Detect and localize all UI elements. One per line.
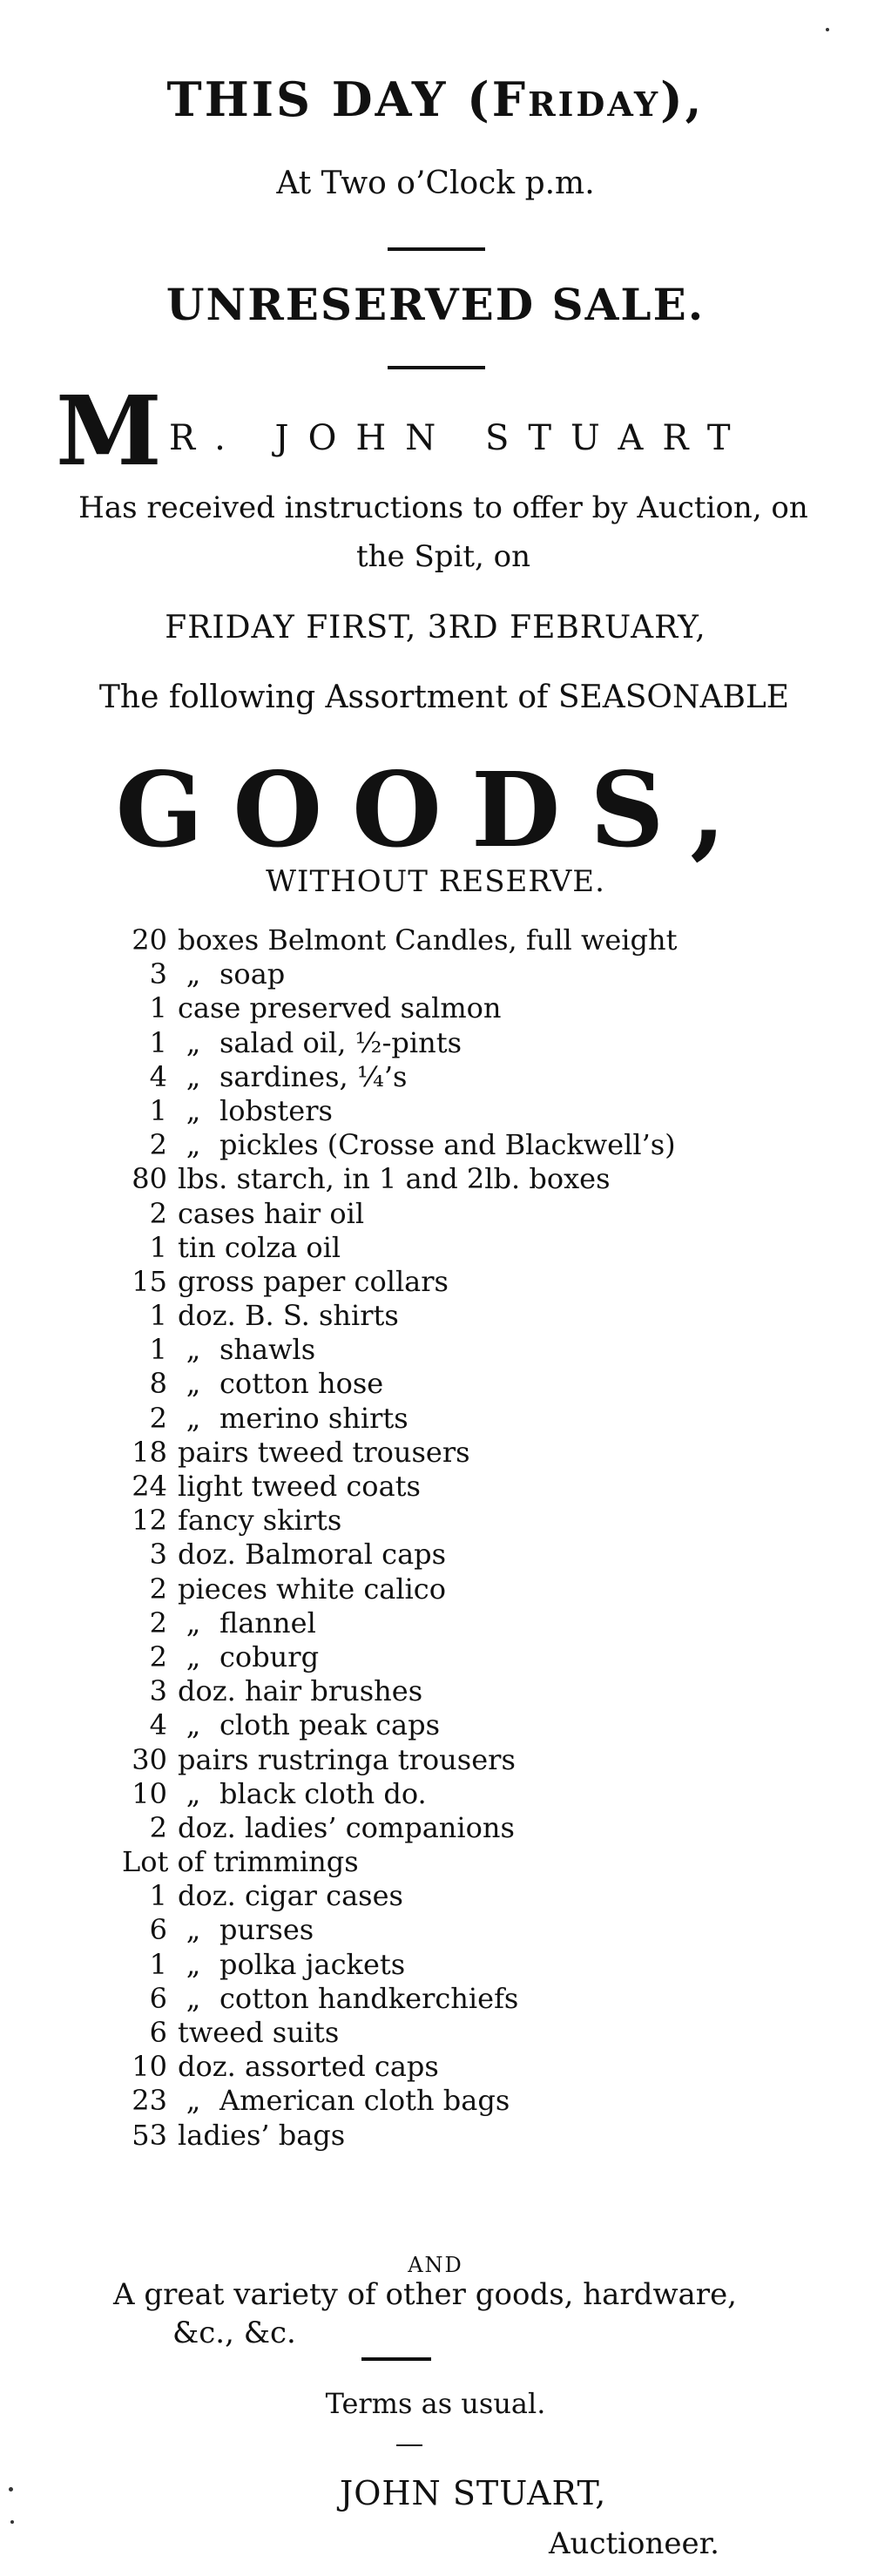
ditto-mark: „: [186, 1333, 201, 1367]
item-description: pickles (Crosse and Blackwell’s): [219, 1128, 676, 1162]
item-quantity: 15: [132, 1264, 167, 1298]
item-description: lbs. starch, in 1 and 2lb. boxes: [178, 1162, 611, 1196]
item-description: merino shirts: [219, 1401, 408, 1435]
item-quantity: 1: [149, 1333, 167, 1367]
list-item: [122, 1845, 826, 1879]
ditto-mark: „: [186, 1128, 201, 1162]
list-item: [111, 1299, 826, 1333]
item-description: shawls: [219, 1333, 316, 1367]
ditto-mark: „: [186, 1776, 201, 1810]
item-description: pairs rustringa trousers: [178, 1742, 516, 1776]
item-description: tin colza oil: [178, 1230, 341, 1264]
item-quantity: 2: [149, 1810, 167, 1844]
print-speck: [826, 28, 829, 31]
item-quantity: 2: [149, 1401, 167, 1435]
item-description: doz. assorted caps: [178, 2050, 439, 2084]
item-description: tweed suits: [178, 2016, 340, 2049]
item-description: doz. B. S. shirts: [178, 1299, 399, 1333]
list-item: [111, 991, 826, 1025]
item-description: flannel: [219, 1606, 316, 1640]
headline-close: ),: [660, 71, 705, 127]
item-description: doz. hair brushes: [178, 1674, 423, 1708]
item-description: light tweed coats: [178, 1470, 421, 1503]
assortment-line: The following Assortment of SEASONABLE: [98, 679, 790, 715]
list-item: [111, 1879, 826, 1913]
divider-rule-2: [388, 366, 485, 369]
divider-rule-3: [361, 2357, 431, 2361]
item-quantity: 6: [149, 2016, 167, 2049]
signature-role: Auctioneer.: [549, 2526, 719, 2561]
list-item: [111, 1708, 826, 1742]
list-item: [111, 2016, 826, 2050]
item-quantity: 4: [149, 1059, 167, 1093]
list-item: [111, 1982, 826, 2016]
list-item: [111, 1470, 826, 1504]
divider-rule-1: [388, 247, 485, 251]
drop-cap-initial: M: [56, 375, 162, 487]
item-quantity: 8: [149, 1367, 167, 1401]
list-item: [111, 1948, 826, 1982]
item-description: doz. ladies’ companions: [178, 1810, 515, 1844]
list-item: [111, 1026, 826, 1060]
item-quantity: 4: [149, 1708, 167, 1742]
item-description: polka jackets: [219, 1947, 406, 1981]
item-description: gross paper collars: [178, 1264, 449, 1298]
item-description: pieces white calico: [178, 1572, 446, 1606]
item-quantity: 24: [132, 1470, 167, 1503]
item-quantity: 2: [149, 1606, 167, 1640]
item-description: boxes Belmont Candles, full weight: [178, 923, 678, 957]
list-item: [111, 1777, 826, 1811]
sale-date: FRIDAY FIRST, 3RD FEBRUARY,: [165, 610, 706, 646]
item-description: lobsters: [219, 1093, 333, 1127]
list-item: [111, 1197, 826, 1231]
item-quantity: 10: [132, 1776, 167, 1810]
list-item: [111, 1436, 826, 1470]
list-item: [111, 2050, 826, 2084]
sale-time: At Two o’Clock p.m.: [276, 166, 595, 201]
item-quantity: 1: [149, 1299, 167, 1333]
item-quantity: 2: [149, 1196, 167, 1230]
list-item: [111, 1674, 826, 1708]
list-item: [111, 1811, 826, 1845]
instructions-text: Has received instructions to offer by Auction, on the Spit, on: [78, 490, 808, 574]
item-description: soap: [219, 957, 286, 991]
divider-rule-4: [396, 2444, 422, 2446]
item-description: case preserved salmon: [178, 991, 502, 1025]
ditto-mark: „: [186, 1025, 201, 1059]
print-speck: [10, 2520, 14, 2524]
list-item: [111, 957, 826, 991]
item-quantity: 80: [132, 1162, 167, 1196]
list-item: [111, 1162, 826, 1196]
goods-title: GOODS,: [115, 749, 756, 870]
item-quantity: 6: [149, 1981, 167, 2015]
item-description: doz. cigar cases: [178, 1879, 403, 1913]
list-item: [111, 1913, 826, 1947]
headline-this-day-text: THIS DAY (: [166, 71, 492, 127]
item-quantity: 3: [149, 957, 167, 991]
print-speck: [9, 2487, 13, 2491]
item-description: American cloth bags: [219, 2084, 510, 2118]
item-quantity: 1: [149, 1093, 167, 1127]
list-item: [111, 2119, 826, 2153]
item-quantity: 30: [132, 1742, 167, 1776]
list-item: [111, 1743, 826, 1777]
item-quantity: 10: [132, 2050, 167, 2084]
item-description: salad oil, ½-pints: [219, 1025, 462, 1059]
ditto-mark: „: [186, 1367, 201, 1401]
item-quantity: 18: [132, 1435, 167, 1469]
item-description: Lot of trimmings: [122, 1845, 359, 1879]
item-quantity: 2: [149, 1128, 167, 1162]
headline-friday: Friday: [491, 71, 661, 127]
list-item: [111, 1640, 826, 1674]
ditto-mark: „: [186, 2084, 201, 2118]
item-quantity: 6: [149, 1913, 167, 1947]
item-quantity: 3: [149, 1674, 167, 1708]
unreserved-sale-title: UNRESERVED SALE.: [165, 279, 706, 330]
item-description: fancy skirts: [178, 1504, 342, 1538]
item-description: sardines, ¼’s: [219, 1059, 408, 1093]
ditto-mark: „: [186, 1059, 201, 1093]
ditto-mark: „: [186, 1913, 201, 1947]
variety-line-1: A great variety of other goods, hardware,: [113, 2277, 737, 2312]
ditto-mark: „: [186, 1093, 201, 1127]
goods-list: [111, 923, 826, 2153]
item-description: black cloth do.: [219, 1776, 427, 1810]
item-quantity: 1: [149, 1230, 167, 1264]
item-description: cotton handkerchiefs: [219, 1981, 519, 2015]
item-quantity: 53: [132, 2118, 167, 2152]
ditto-mark: „: [186, 1981, 201, 2015]
ditto-mark: „: [186, 1401, 201, 1435]
item-quantity: 1: [149, 991, 167, 1025]
list-item: [111, 1367, 826, 1401]
list-item: [111, 1538, 826, 1572]
item-quantity: 1: [149, 1947, 167, 1981]
list-item: [111, 1094, 826, 1128]
item-description: doz. Balmoral caps: [178, 1538, 447, 1572]
list-item: [111, 1606, 826, 1640]
auctioneer-name-line: [56, 375, 840, 487]
list-item: [111, 1504, 826, 1538]
headline-this-day: [0, 71, 871, 127]
item-quantity: 2: [149, 1572, 167, 1606]
list-item: [111, 1333, 826, 1367]
item-quantity: 20: [132, 923, 167, 957]
item-quantity: 3: [149, 1538, 167, 1572]
list-item: [111, 1231, 826, 1265]
item-quantity: 1: [149, 1025, 167, 1059]
list-item: [111, 1265, 826, 1299]
list-item: [111, 1402, 826, 1436]
item-description: cases hair oil: [178, 1196, 365, 1230]
ditto-mark: „: [186, 1606, 201, 1640]
auctioneer-name-rest: R. JOHN STUART: [169, 418, 750, 458]
list-item: [111, 1128, 826, 1162]
item-description: cotton hose: [219, 1367, 384, 1401]
item-quantity: 1: [149, 1879, 167, 1913]
item-quantity: 2: [149, 1640, 167, 1673]
and-connector: AND: [408, 2253, 463, 2277]
item-description: pairs tweed trousers: [178, 1435, 470, 1469]
variety-note: [113, 2275, 810, 2352]
ditto-mark: „: [186, 1640, 201, 1673]
list-item: [111, 1060, 826, 1094]
item-quantity: 23: [132, 2084, 167, 2118]
item-description: coburg: [219, 1640, 320, 1673]
without-reserve: WITHOUT RESERVE.: [266, 864, 605, 899]
item-description: purses: [219, 1913, 314, 1947]
list-item: [111, 923, 826, 957]
list-item: [111, 2084, 826, 2118]
signature-name: JOHN STUART,: [340, 2474, 607, 2512]
ditto-mark: „: [186, 1947, 201, 1981]
item-description: ladies’ bags: [178, 2118, 346, 2152]
terms-text: Terms as usual.: [325, 2387, 546, 2420]
item-quantity: 12: [132, 1504, 167, 1538]
item-description: cloth peak caps: [219, 1708, 441, 1742]
variety-line-2: &c., &c.: [172, 2316, 296, 2350]
ditto-mark: „: [186, 1708, 201, 1742]
list-item: [111, 1572, 826, 1606]
ditto-mark: „: [186, 957, 201, 991]
